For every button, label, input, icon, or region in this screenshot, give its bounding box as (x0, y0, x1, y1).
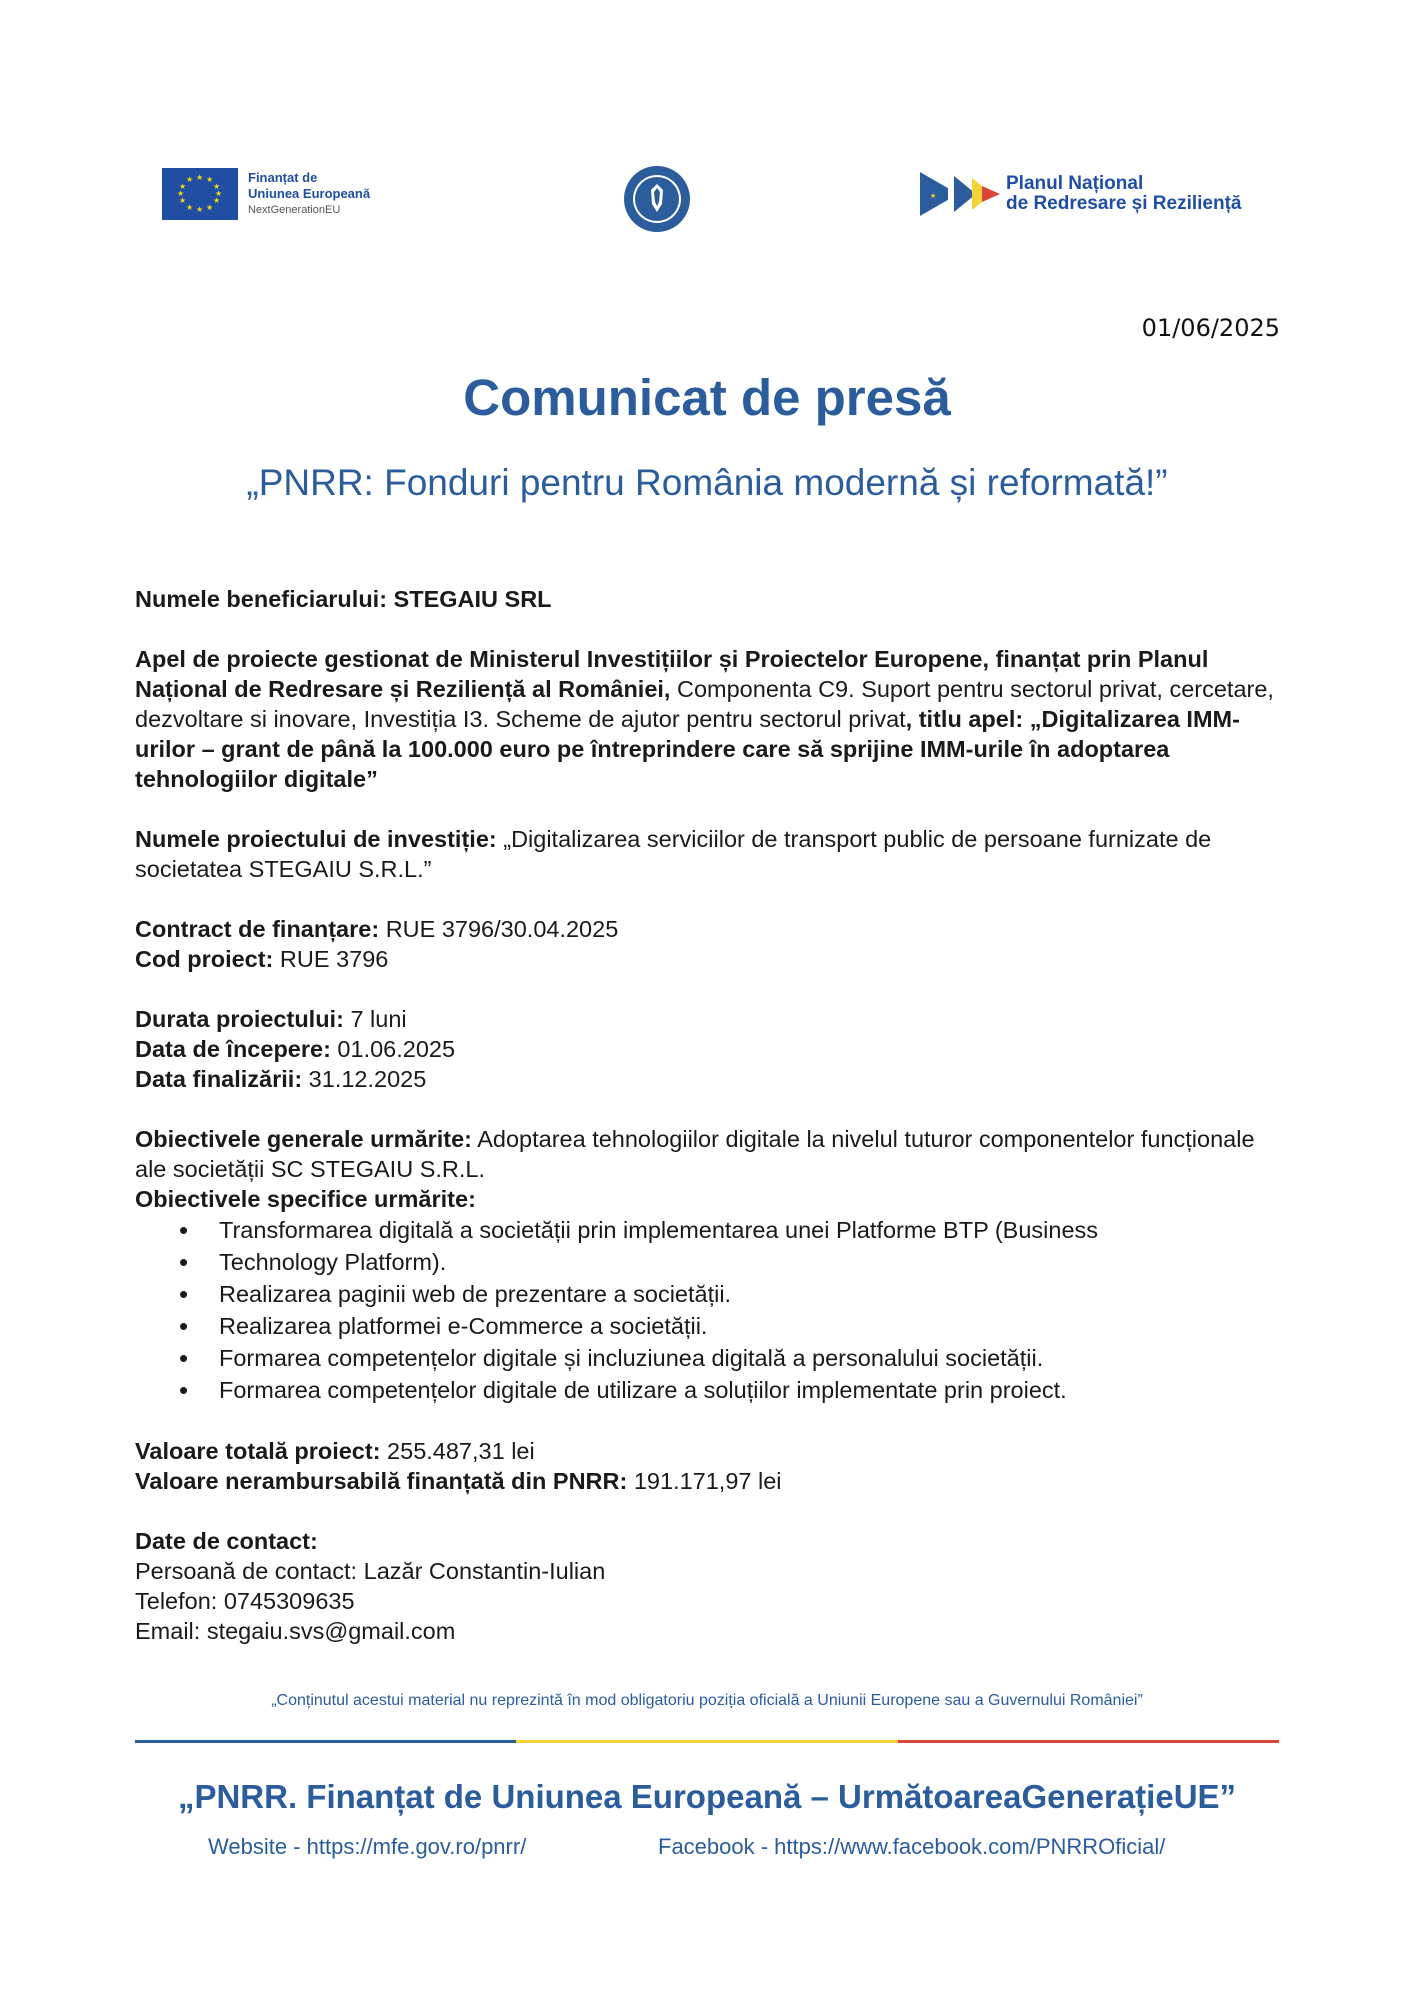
duration-line (135, 1004, 1285, 1034)
end-date-line (135, 1064, 1285, 1094)
total-value-line (135, 1436, 1285, 1466)
call-bold-intro: Apel de proiecte gestionat de Ministerul Investițiilor și Proiectelor Europene, finanțat prin Planul Național de Redresare și Reziliență al României, (135, 646, 1209, 702)
project-code-value: RUE 3796 (273, 946, 389, 972)
page-title: Comunicat de presă (463, 369, 951, 426)
specific-objectives-label: Obiectivele specifice urmărite: (135, 1186, 476, 1212)
contract-value: RUE 3796/30.04.2025 (379, 916, 619, 942)
duration-value: 7 luni (343, 1006, 407, 1032)
divider-blue (135, 1740, 516, 1743)
project-code-line (135, 944, 1285, 974)
list-item: • Transformarea digitală a societății prin implementarea unei Platforme BTP (Business (135, 1214, 1285, 1246)
contact-phone: Telefon: 0745309635 (135, 1588, 355, 1614)
romanian-government-seal-icon (622, 164, 692, 234)
list-item: • Formarea competențelor digitale de utilizare a soluțiilor implementate prin proiect. (135, 1374, 1285, 1406)
tricolor-divider (135, 1740, 1279, 1743)
grant-value-amount: 191.171,97 lei (627, 1468, 782, 1494)
svg-text:★: ★ (930, 192, 937, 200)
end-date-value: 31.12.2025 (302, 1066, 427, 1092)
press-release-body (135, 584, 1285, 1646)
footer-slogan: „PNRR. Finanțat de Uniunea Europeană – UrmătoareaGenerațieUE” (177, 1778, 1237, 1815)
eu-logo-text (248, 170, 370, 218)
call-normal-text: Componenta C9. Suport pentru sectorul privat, cercetare, dezvoltare si inovare, Investiția I3. Scheme de ajutor pentru sectorul privat (135, 676, 1274, 732)
end-date-label: Data finalizării: (135, 1066, 303, 1092)
pnrr-logo-line2: de Redresare și Reziliență (1006, 193, 1242, 214)
eu-flag-icon: ★ ★ ★ ★ ★ ★ ★ ★ ★ ★ ★ ★ (162, 168, 238, 220)
project-name-line (135, 824, 1285, 884)
pnrr-logo-line1: Planul Național (1006, 173, 1144, 194)
total-value-amount: 255.487,31 lei (380, 1438, 535, 1464)
contract-line (135, 914, 1285, 944)
general-objectives-label: Obiectivele generale urmărite: (135, 1126, 472, 1152)
project-code-label: Cod proiect: (135, 946, 274, 972)
pnrr-logo (920, 172, 1242, 216)
general-objectives-value: Adoptarea tehnologiilor digitale la nivelul tuturor componentelor funcționale ale societății SC STEGAIU S.R.L. (135, 1126, 1255, 1182)
pnrr-arrows-icon (920, 172, 1000, 216)
list-item: • Realizarea platformei e-Commerce a societății. (135, 1310, 1285, 1342)
page-subtitle: „PNRR: Fonduri pentru România modernă și reformată!” (246, 462, 1168, 503)
eu-logo-line2: Uniunea Europeană (248, 186, 371, 201)
beneficiary-line: Numele beneficiarului: STEGAIU SRL (135, 586, 552, 612)
disclaimer-text: „Conținutul acestui material nu reprezintă în mod obligatoriu poziția oficială a Uniunii Europene sau a Guvernului României” (271, 1692, 1143, 1709)
call-paragraph (135, 644, 1285, 794)
website-link[interactable]: Website - https://mfe.gov.ro/pnrr/ (208, 1834, 527, 1859)
project-name-label: Numele proiectului de investiție: (135, 826, 497, 852)
contract-label: Contract de finanțare: (135, 916, 380, 942)
release-date: 01/06/2025 (1141, 314, 1280, 342)
specific-objectives-list (135, 1214, 1285, 1406)
project-name-value: „Digitalizarea serviciilor de transport public de persoane furnizate de societatea STEGAIU S.R.L.” (135, 826, 1212, 882)
call-title: , titlu apel: „Digitalizarea IMM-urilor – grant de până la 100.000 euro pe întreprindere care să sprijine IMM-urile în adoptarea tehnologiilor digitale” (135, 706, 1240, 792)
divider-red (898, 1740, 1279, 1743)
contact-label: Date de contact: (135, 1528, 318, 1554)
list-item: • Realizarea paginii web de prezentare a societății. (135, 1278, 1285, 1310)
grant-value-line (135, 1466, 1285, 1496)
divider-yellow (516, 1740, 897, 1743)
start-date-value: 01.06.2025 (330, 1036, 456, 1062)
duration-label: Durata proiectului: (135, 1006, 344, 1032)
eu-funding-logo (162, 168, 370, 220)
list-item: • Formarea competențelor digitale și incluziunea digitală a personalului societății. (135, 1342, 1285, 1374)
eu-logo-line3: NextGenerationEU (248, 204, 341, 216)
total-value-label: Valoare totală proiect: (135, 1438, 381, 1464)
list-item: • Technology Platform). (135, 1246, 1285, 1278)
grant-value-label: Valoare nerambursabilă finanțată din PNRR: (135, 1468, 628, 1494)
facebook-link[interactable]: Facebook - https://www.facebook.com/PNRROficial/ (658, 1834, 1166, 1859)
contact-person: Persoană de contact: Lazăr Constantin-Iulian (135, 1558, 606, 1584)
general-objectives-line (135, 1124, 1285, 1184)
start-date-line (135, 1034, 1285, 1064)
eu-logo-line1: Finanțat de (248, 170, 318, 185)
contact-email: Email: stegaiu.svs@gmail.com (135, 1618, 456, 1644)
start-date-label: Data de începere: (135, 1036, 331, 1062)
